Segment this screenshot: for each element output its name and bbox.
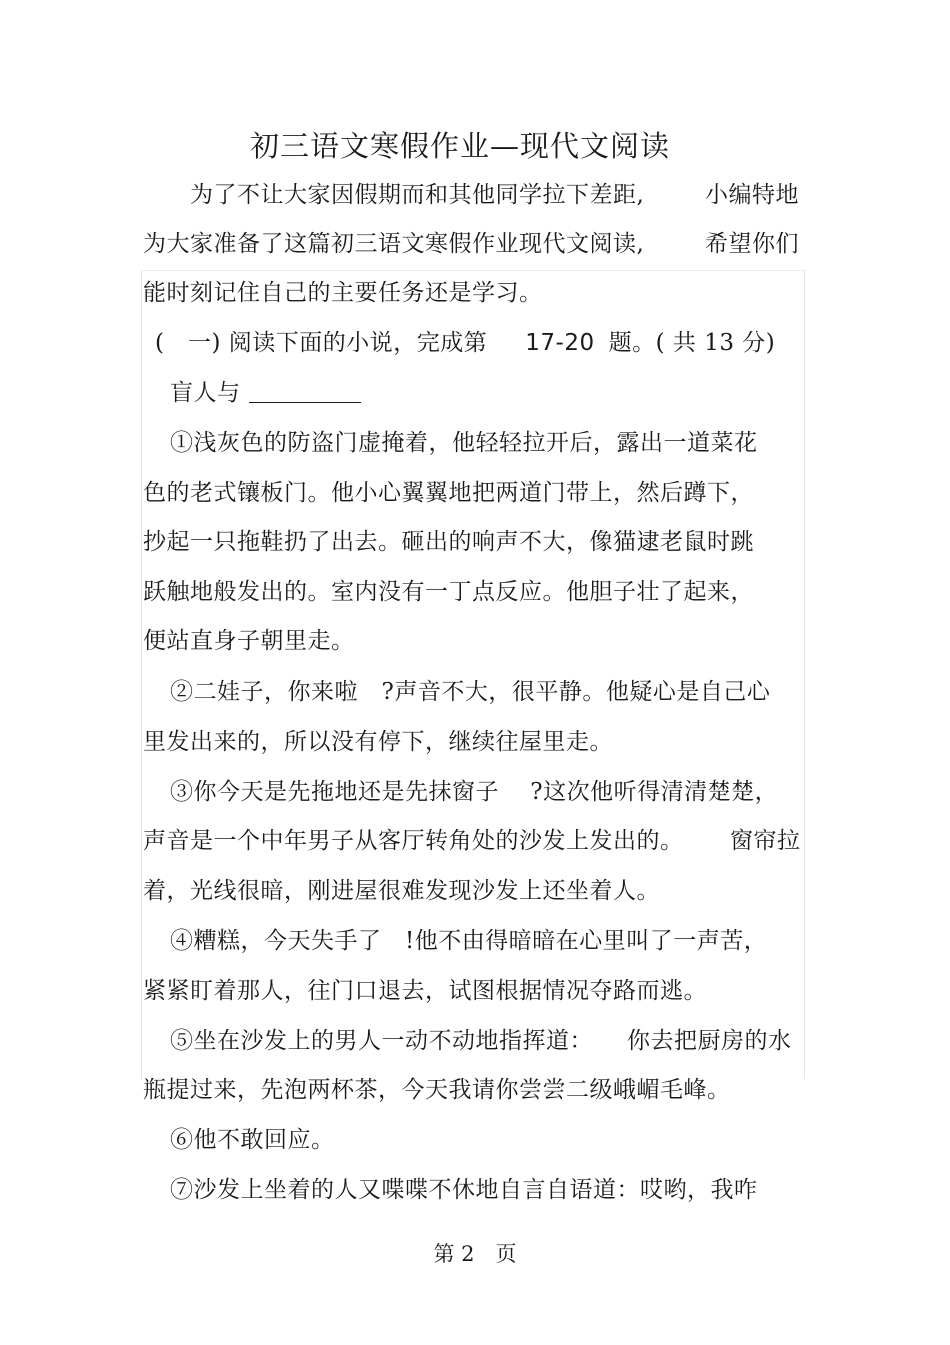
para5-line2: 瓶提过来，先泡两杯茶，今天我请你尝尝二级峨嵋毛峰。 — [143, 1077, 731, 1103]
para4-line1: ④糟糕，今天失手了 !他不由得暗暗在心里叫了一声苦， — [170, 928, 768, 954]
intro-line-2-tail: 希望你们 — [705, 231, 799, 257]
para1-line1: ①浅灰色的防盗门虚掩着，他轻轻拉开后，露出一道菜花 — [170, 430, 758, 456]
para1-line4: 跃触地般发出的。室内没有一丁点反应。他胆子壮了起来， — [143, 579, 754, 605]
para5-line1: ⑤坐在沙发上的男人一动不动地指挥道： — [170, 1028, 593, 1054]
para5-line1-tail: 你去把厨房的水 — [627, 1028, 792, 1054]
intro-line-3: 能时刻记住自己的主要任务还是学习。 — [143, 280, 543, 306]
section-heading-tail: 题。( 共 13 分) — [608, 330, 776, 356]
story-title — [170, 378, 361, 408]
para1-line2: 色的老式镶板门。他小心翼翼地把两道门带上，然后蹲下， — [143, 480, 754, 506]
section-range: 17-20 — [525, 330, 595, 356]
para1-line3: 抄起一只拖鞋扔了出去。砸出的响声不大，像猫逮老鼠时跳 — [143, 529, 754, 555]
title-blank — [249, 382, 361, 403]
para7-line1: ⑦沙发上坐着的人又喋喋不休地自言自语道：哎哟，我咋 — [170, 1177, 758, 1203]
para4-line2: 紧紧盯着那人，往门口退去，试图根据情况夺路而逃。 — [143, 978, 707, 1004]
para3-line2-tail: 窗帘拉 — [730, 828, 801, 854]
intro-line-1: 为了不让大家因假期而和其他同学拉下差距, — [190, 182, 645, 208]
para2-line2: 里发出来的，所以没有停下，继续往屋里走。 — [143, 729, 613, 755]
para2-line1: ②二娃子，你来啦 ?声音不大，很平静。他疑心是自己心 — [170, 679, 771, 705]
page-title: 初三语文寒假作业—现代文阅读 — [249, 129, 670, 163]
para6-line1: ⑥他不敢回应。 — [170, 1127, 335, 1153]
intro-line-2: 为大家准备了这篇初三语文寒假作业现代文阅读, — [143, 231, 645, 257]
para1-line5: 便站直身子朝里走。 — [143, 628, 355, 654]
page-number: 第 2 页 — [433, 1242, 517, 1266]
para3-line1: ③你今天是先拖地还是先抹窗子 ?这次他听得清清楚楚， — [170, 779, 779, 805]
section-heading-text: ( 一) 阅读下面的小说，完成第 — [155, 330, 488, 356]
story-title-text: 盲人与 — [170, 380, 241, 406]
para3-line3: 着，光线很暗，刚进屋很难发现沙发上还坐着人。 — [143, 878, 660, 904]
intro-line-1-tail: 小编特地 — [705, 182, 799, 208]
section-heading — [155, 328, 775, 358]
para3-line2: 声音是一个中年男子从客厅转角处的沙发上发出的。 — [143, 828, 684, 854]
